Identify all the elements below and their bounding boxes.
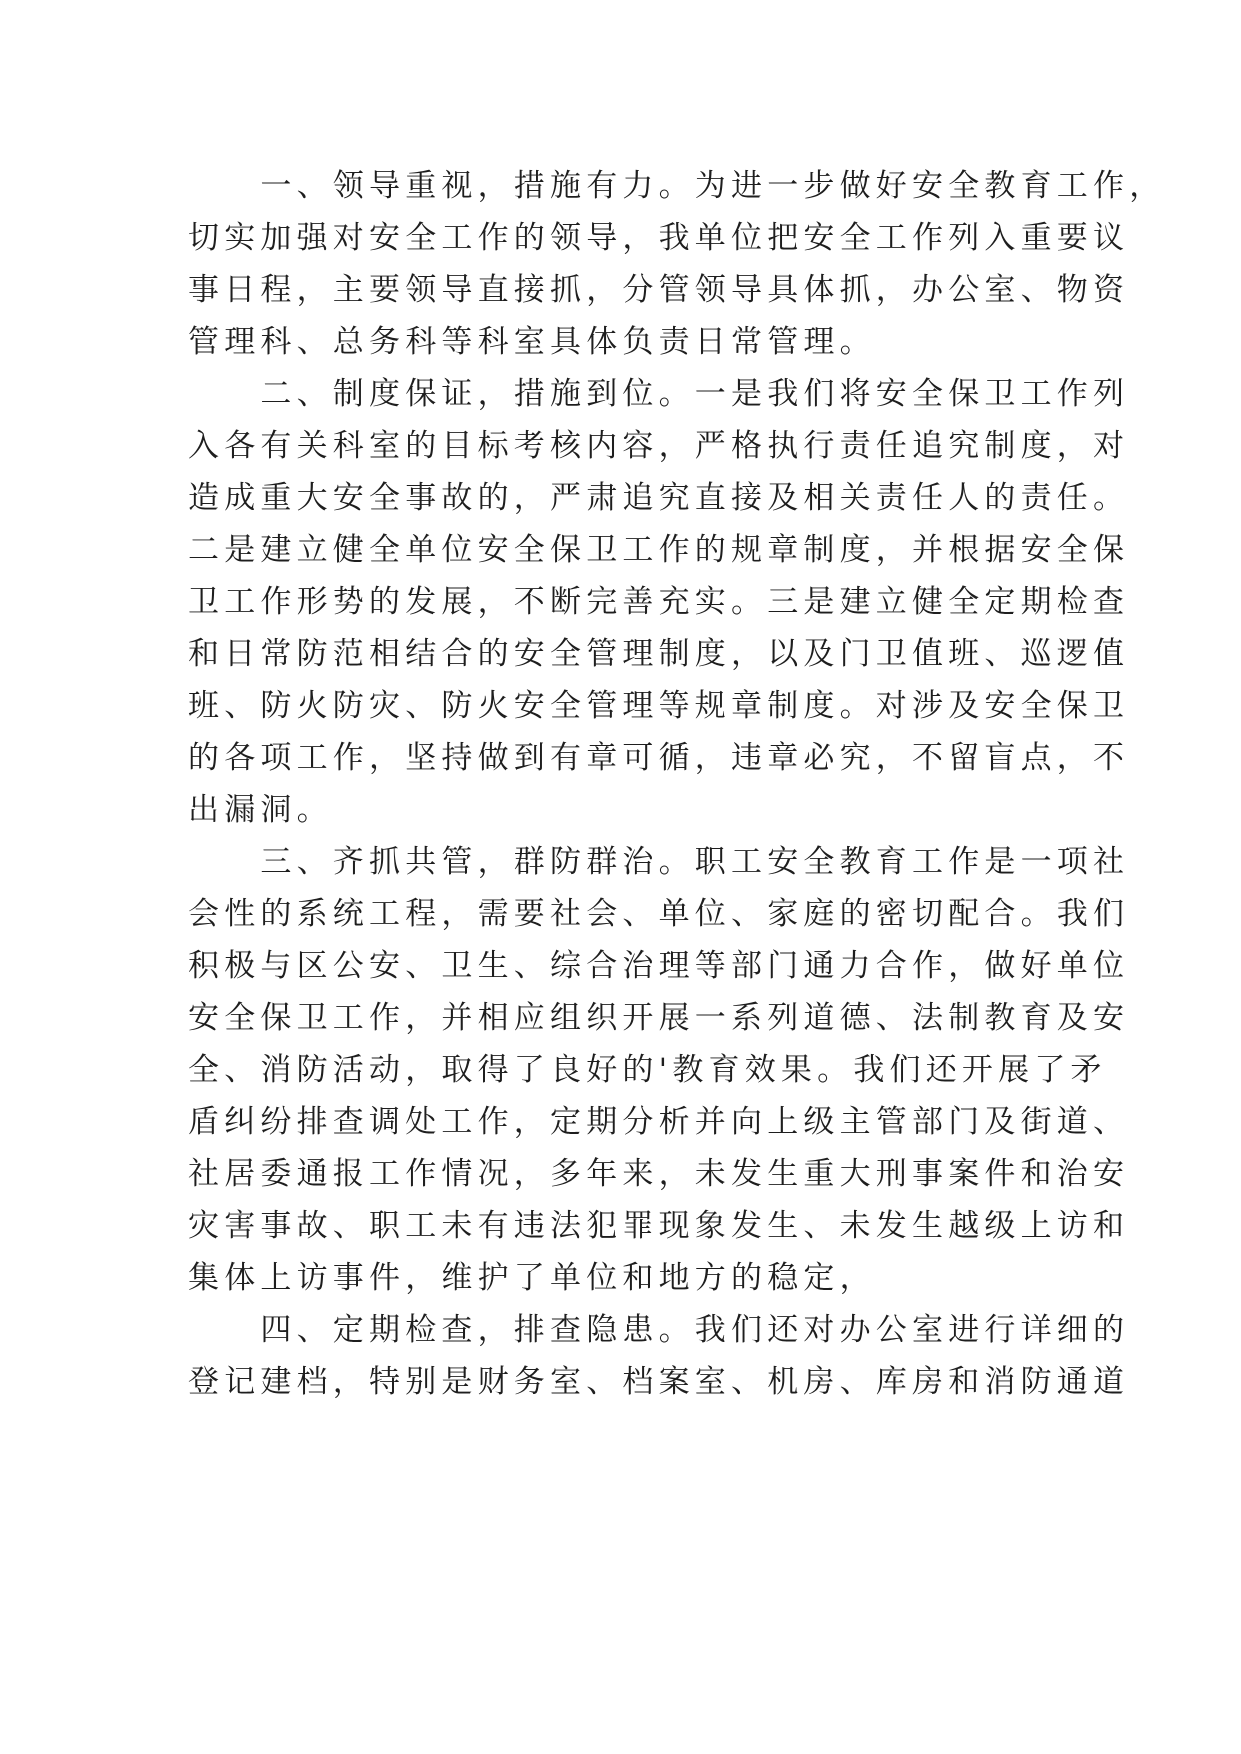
text-line: 盾纠纷排查调处工作，定期分析并向上级主管部门及街道、 [188,1104,1130,1140]
text-line: 切实加强对安全工作的领导，我单位把安全工作列入重要议 [188,220,1130,256]
text-line: 集体上访事件，维护了单位和地方的稳定， [188,1260,876,1296]
text-line: 登记建档，特别是财务室、档案室、机房、库房和消防通道 [188,1364,1130,1400]
text-line: 造成重大安全事故的，严肃追究直接及相关责任人的责任。 [188,480,1130,516]
text-line: 事日程，主要领导直接抓，分管领导具体抓，办公室、物资 [188,272,1130,308]
text-line: 积极与区公安、卫生、综合治理等部门通力合作，做好单位 [188,948,1130,984]
body-text [188,160,1166,1408]
text-line: 四、定期检查，排查隐患。我们还对办公室进行详细的 [188,1312,1130,1348]
text-line: 灾害事故、职工未有违法犯罪现象发生、未发生越级上访和 [188,1208,1130,1244]
text-line: 会性的系统工程，需要社会、单位、家庭的密切配合。我们 [188,896,1130,932]
text-line: 卫工作形势的发展，不断完善充实。三是建立健全定期检查 [188,584,1130,620]
text-line: 一、领导重视，措施有力。为进一步做好安全教育工作， [188,168,1166,204]
text-line: 社居委通报工作情况，多年来，未发生重大刑事案件和治安 [188,1156,1130,1192]
text-line: 三、齐抓共管，群防群治。职工安全教育工作是一项社 [188,844,1130,880]
text-line: 全、消防活动，取得了良好的'教育效果。我们还开展了矛 [188,1052,1107,1088]
text-line: 二、制度保证，措施到位。一是我们将安全保卫工作列 [188,376,1130,412]
text-line: 的各项工作，坚持做到有章可循，违章必究，不留盲点，不 [188,740,1130,776]
text-line: 二是建立健全单位安全保卫工作的规章制度，并根据安全保 [188,532,1130,568]
text-line: 管理科、总务科等科室具体负责日常管理。 [188,324,876,360]
text-line: 入各有关科室的目标考核内容，严格执行责任追究制度，对 [188,428,1130,464]
text-line: 安全保卫工作，并相应组织开展一系列道德、法制教育及安 [188,1000,1130,1036]
text-line: 班、防火防灾、防火安全管理等规章制度。对涉及安全保卫 [188,688,1130,724]
text-line: 和日常防范相结合的安全管理制度，以及门卫值班、巡逻值 [188,636,1130,672]
text-line: 出漏洞。 [188,792,333,828]
